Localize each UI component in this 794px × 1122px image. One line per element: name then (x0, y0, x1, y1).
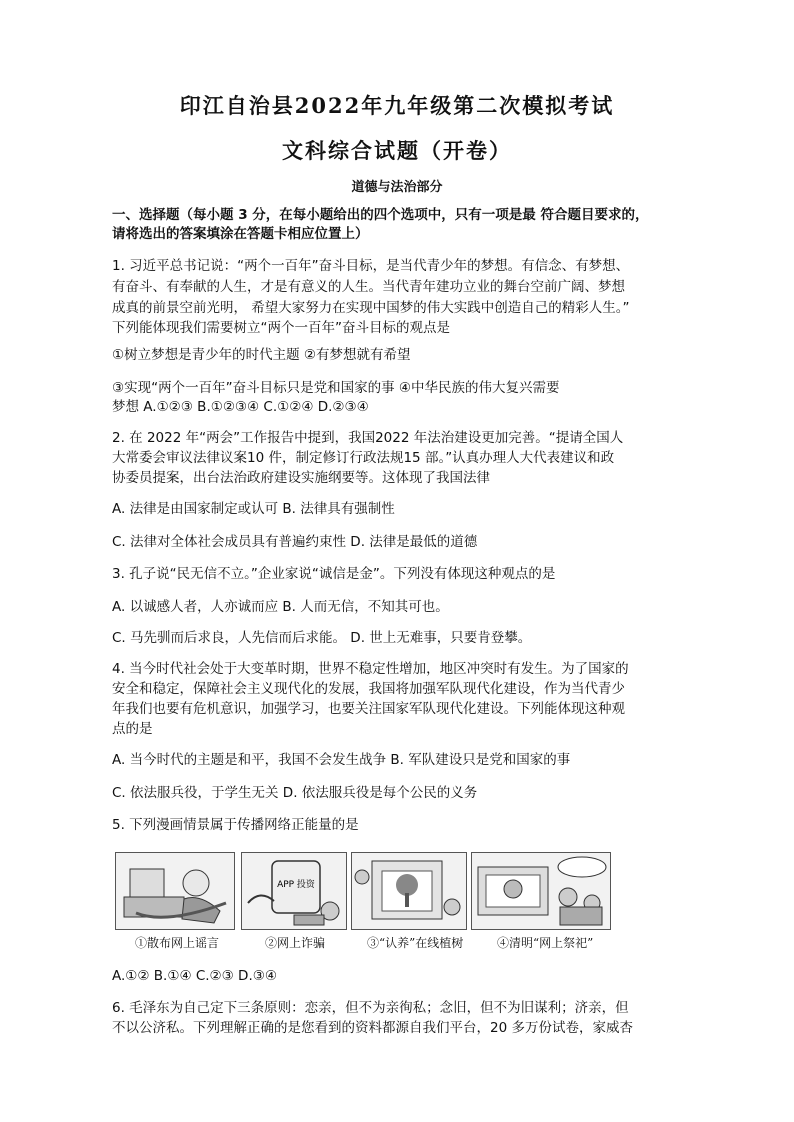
q5-cartoon-strip (115, 852, 675, 952)
q3-options-line-2: C. 马先驯而后求良，人先信而后求能。 D. 世上无难事，只要肯登攀。 (112, 630, 532, 646)
q4-stem-line-2: 安全和稳定，保障社会主义现代化的发展，我国将加强军队现代化建设，作为当代青少 (112, 681, 625, 697)
q1-options-line-1: ①树立梦想是青少年的时代主题 ②有梦想就有希望 (112, 347, 411, 363)
cartoon-caption-2: ②网上诈骗 (265, 936, 326, 950)
cartoon-rumor-image (115, 852, 235, 930)
cartoon-fraud-image (241, 852, 347, 930)
q2-options-line-1: A. 法律是由国家制定或认可 B. 法律具有强制性 (112, 501, 395, 517)
q2-stem-line-1: 2. 在 2022 年“两会”工作报告中提到，我国2022 年法治建设更加完善。“提请全国人 (112, 430, 624, 446)
q1-options-line-2: ③实现“两个一百年”奋斗目标只是党和国家的事 ④中华民族的伟大复兴需要 (112, 380, 560, 396)
q5-stem: 5. 下列漫画情景属于传播网络正能量的是 (112, 817, 359, 833)
q2-options-line-2: C. 法律对全体社会成员具有普遍约束性 D. 法律是最低的道德 (112, 534, 478, 550)
instructions-line-2: 请将选出的答案填涂在答题卡相应位置上） (112, 226, 369, 242)
q2-stem-line-2: 大常委会审议法律议案10 件，制定修订行政法规15 部。”认真办理人大代表建议和政 (112, 450, 615, 466)
exam-subtitle: 文科综合试题（开卷） (282, 138, 512, 163)
q1-stem-line-3: 成真的前景空前光明， 希望大家努力在实现中国梦的伟大实践中创造自己的精彩人生。” (112, 300, 630, 316)
exam-title: 印江自治县2022年九年级第二次模拟考试 (179, 93, 615, 118)
q4-stem-line-4: 点的是 (112, 721, 153, 737)
q4-options-line-1: A. 当今时代的主题是和平，我国不会发生战争 B. 军队建设只是党和国家的事 (112, 752, 571, 768)
cartoon-caption-3: ③“认养”在线植树 (367, 936, 464, 950)
cartoon-online-memorial-image (471, 852, 611, 930)
q5-options: A.①② B.①④ C.②③ D.③④ (112, 968, 277, 984)
cartoon-caption-1: ①散布网上谣言 (135, 936, 220, 950)
q4-stem-line-3: 年我们也要有危机意识，加强学习，也要关注国家军队现代化建设。下列能体现这种观 (112, 701, 625, 717)
q6-stem-line-1: 6. 毛泽东为自己定下三条原则：恋亲，但不为亲徇私；念旧，但不为旧谋利；济亲，但 (112, 1000, 629, 1016)
cartoon-caption-4: ④清明“网上祭祀” (497, 936, 594, 950)
q4-stem-line-1: 4. 当今时代社会处于大变革时期，世界不稳定性增加，地区冲突时有发生。为了国家的 (112, 661, 629, 677)
instructions-line-1: 一、选择题（每小题 3 分，在每小题给出的四个选项中，只有一项是最 符合题目要求的， (112, 207, 649, 223)
q3-options-line-1: A. 以诚感人者，人亦诚而应 B. 人而无信，不知其可也。 (112, 599, 449, 615)
section-heading: 道德与法治部分 (351, 180, 443, 195)
q6-stem-line-2: 不以公济私。下列理解正确的是您看到的资料都源自我们平台，20 多万份试卷，家威杏 (112, 1020, 633, 1036)
q1-stem-line-2: 有奋斗、有奉献的人生，才是有意义的人生。当代青年建功立业的舞台空前广阔、梦想 (112, 279, 625, 295)
q2-stem-line-3: 协委员提案，出台法治政府建设实施纲要等。这体现了我国法律 (112, 470, 490, 486)
q1-options-line-3: 梦想 A.①②③ B.①②③④ C.①②④ D.②③④ (112, 399, 369, 415)
q1-stem-line-1: 1. 习近平总书记说：“两个一百年”奋斗目标，是当代青少年的梦想。有信念、有梦想、 (112, 258, 630, 274)
cartoon-tree-adoption-image (351, 852, 467, 930)
q1-stem-line-4: 下列能体现我们需要树立“两个一百年”奋斗目标的观点是 (112, 320, 450, 336)
fraud-sign-text: APP 投资 (277, 880, 315, 890)
q3-stem: 3. 孔子说“民无信不立。”企业家说“诚信是金”。下列没有体现这种观点的是 (112, 566, 556, 582)
q4-options-line-2: C. 依法服兵役，于学生无关 D. 依法服兵役是每个公民的义务 (112, 785, 478, 801)
